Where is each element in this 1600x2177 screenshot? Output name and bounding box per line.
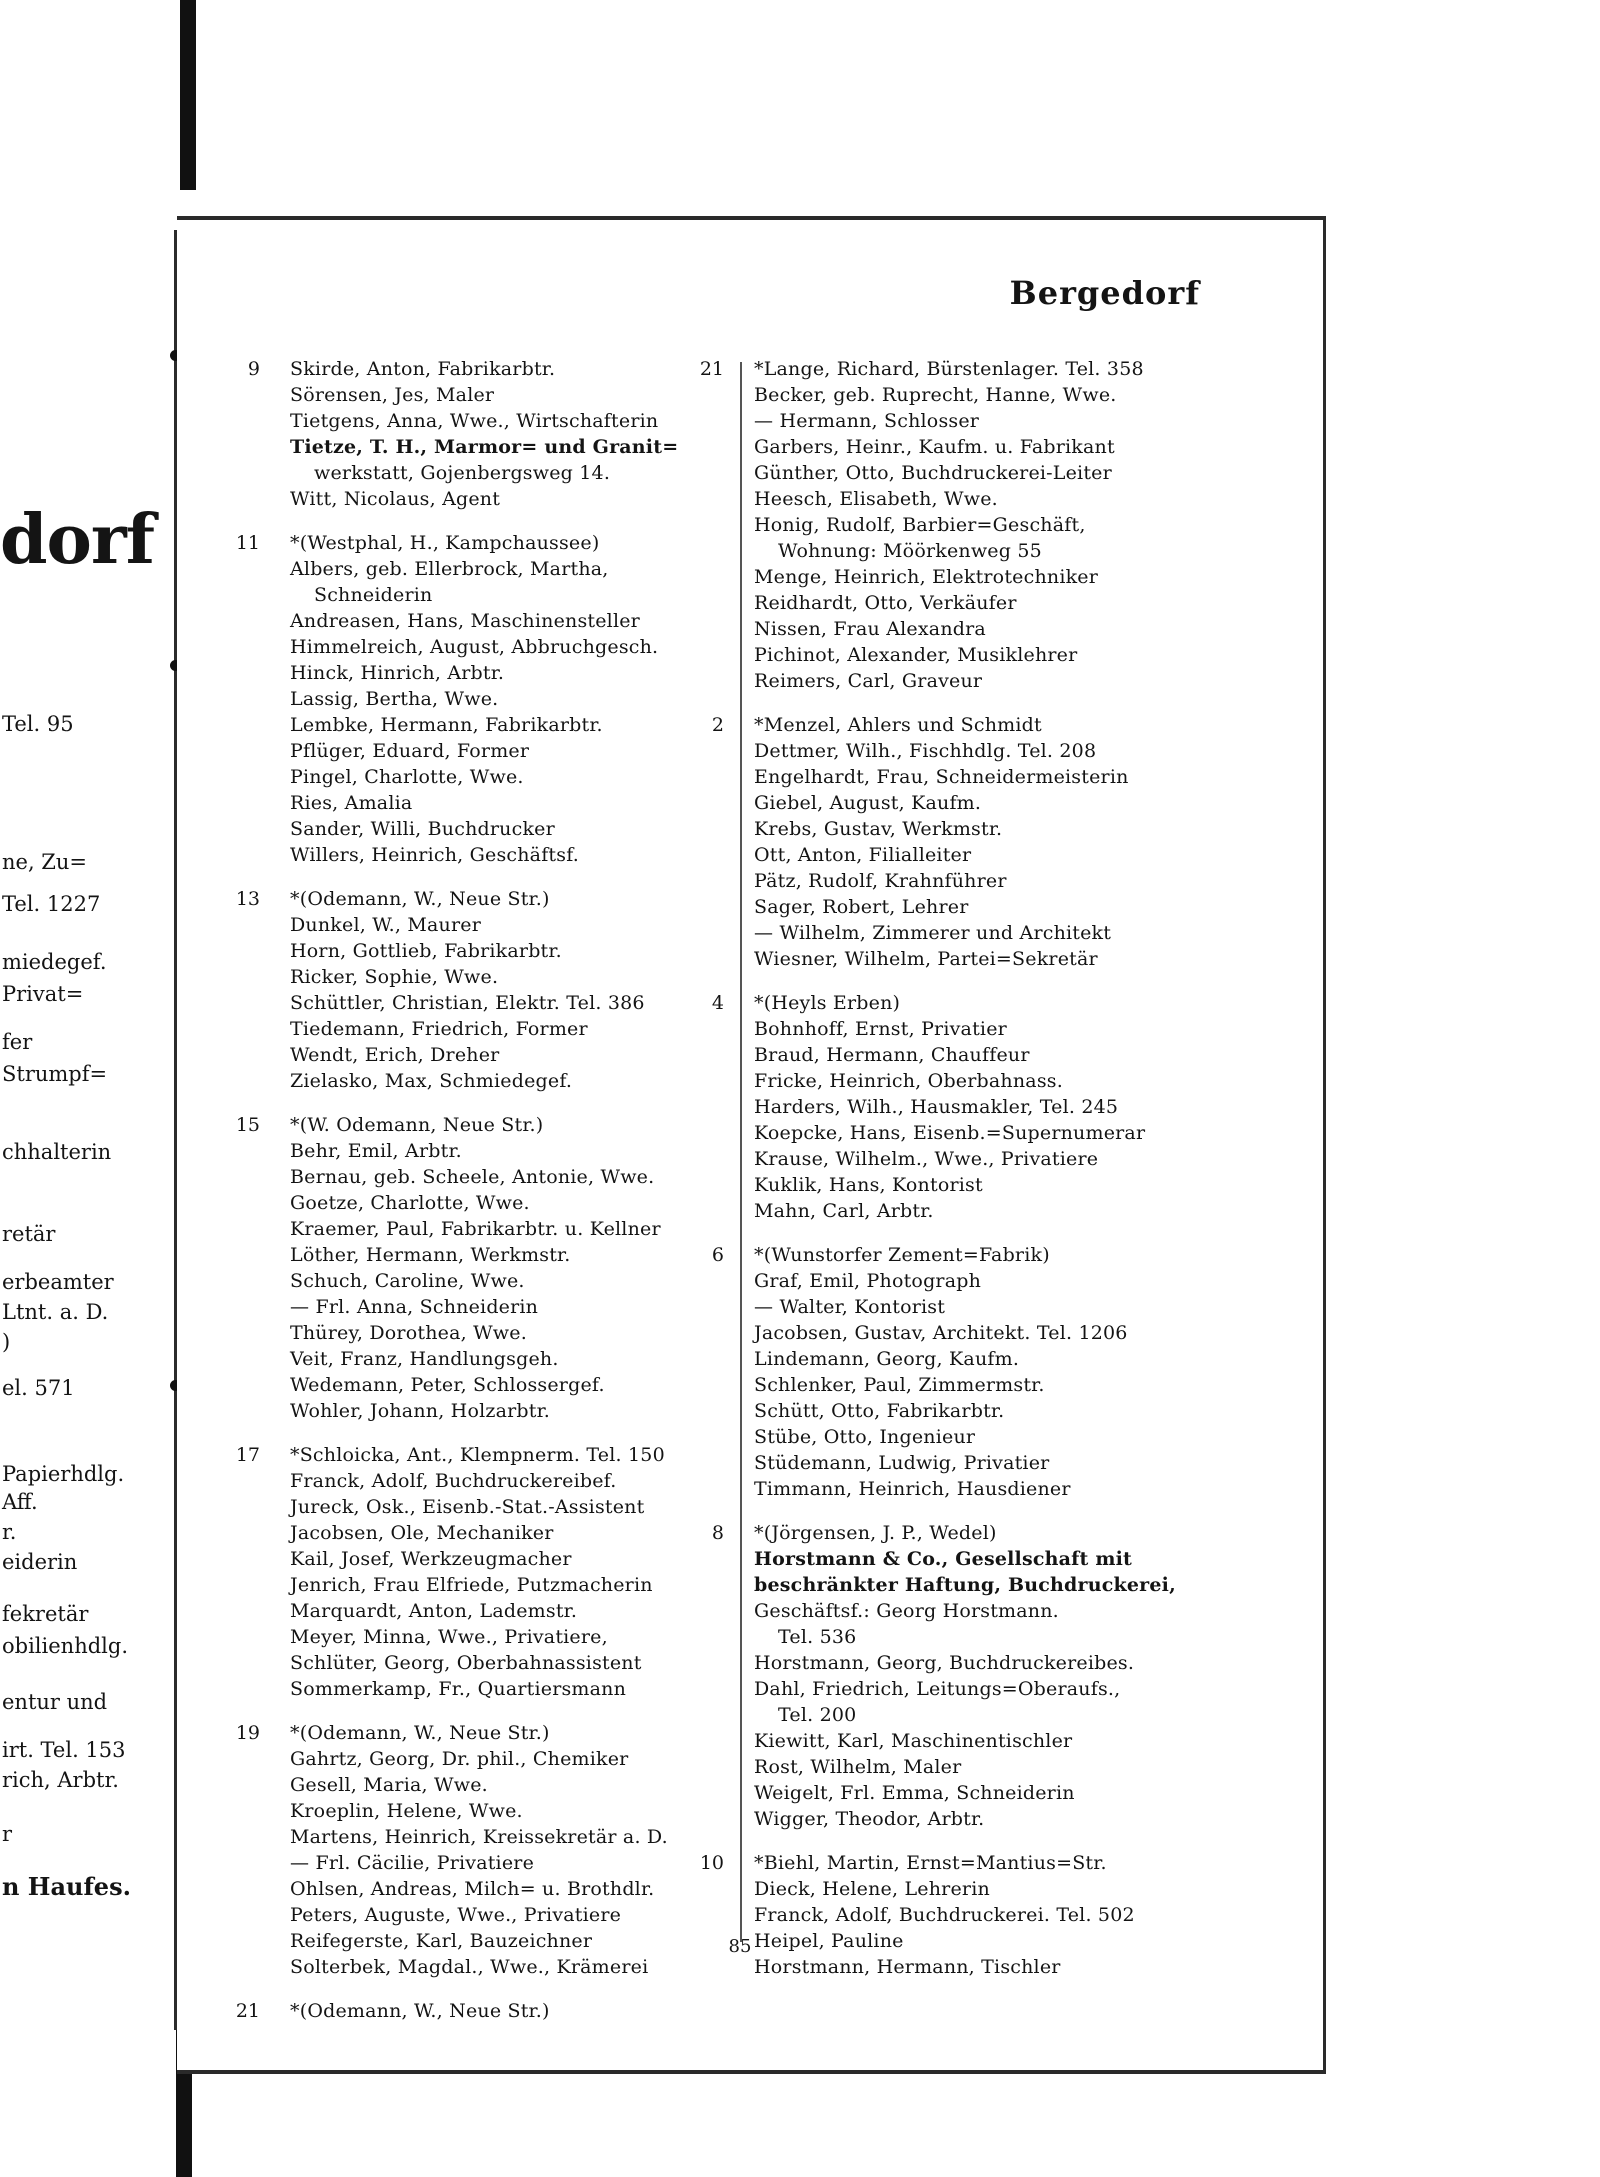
left-page-fragment: retär — [2, 1222, 56, 1246]
resident-entry: Engelhardt, Frau, Schneidermeisterin — [754, 766, 1129, 788]
left-column — [235, 356, 730, 2024]
resident-entry: Nissen, Frau Alexandra — [754, 618, 986, 640]
resident-entry: Wiesner, Wilhelm, Partei=Sekretär — [754, 948, 1098, 970]
resident-entry: Veit, Franz, Handlungsgeh. — [290, 1348, 559, 1370]
resident-entry: Meyer, Minna, Wwe., Privatiere, — [290, 1626, 608, 1648]
resident-entry: Jureck, Osk., Eisenb.-Stat.-Assistent — [290, 1496, 645, 1518]
left-page-fragment: entur und — [2, 1690, 108, 1714]
resident-entry: Franck, Adolf, Buchdruckerei. Tel. 502 — [754, 1904, 1135, 1926]
resident-entry: Ohlsen, Andreas, Milch= u. Brothdlr. — [290, 1878, 655, 1900]
house-block — [235, 1720, 730, 1980]
resident-entry: Ott, Anton, Filialleiter — [754, 844, 972, 866]
resident-entry: Tel. 200 — [778, 1704, 857, 1726]
left-page-fragment: obilienhdlg. — [2, 1634, 128, 1658]
resident-entry: Wohler, Johann, Holzarbtr. — [290, 1400, 551, 1422]
resident-entry: Dettmer, Wilh., Fischhdlg. Tel. 208 — [754, 740, 1097, 762]
resident-entry: Tietze, T. H., Marmor= und Granit= — [290, 436, 679, 458]
resident-entry: Wohnung: Möörkenweg 55 — [778, 540, 1042, 562]
resident-entry: — Hermann, Schlosser — [754, 410, 980, 432]
house-block — [711, 1520, 1214, 1832]
resident-entry: Kail, Josef, Werkzeugmacher — [290, 1548, 572, 1570]
page-title: Bergedorf — [1009, 274, 1200, 312]
resident-entry: Graf, Emil, Photograph — [754, 1270, 982, 1292]
left-page-fragment: irt. Tel. 153 — [2, 1738, 126, 1762]
resident-entry: Ricker, Sophie, Wwe. — [290, 966, 499, 988]
resident-entry: Solterbek, Magdal., Wwe., Krämerei — [290, 1956, 649, 1978]
resident-entry: Witt, Nicolaus, Agent — [290, 488, 501, 510]
left-page-fragment: eiderin — [2, 1550, 78, 1574]
resident-entry: werkstatt, Gojenbergsweg 14. — [314, 462, 611, 484]
resident-entry: Bohnhoff, Ernst, Privatier — [754, 1018, 1007, 1040]
house-number: 10 — [699, 1852, 724, 1874]
resident-entry: Willers, Heinrich, Geschäftsf. — [290, 844, 580, 866]
resident-entry: Pätz, Rudolf, Krahnführer — [754, 870, 1007, 892]
resident-entry: *(Westphal, H., Kampchaussee) — [290, 532, 600, 554]
left-page-fragment: chhalterin — [2, 1140, 112, 1164]
resident-entry: Wendt, Erich, Dreher — [290, 1044, 500, 1066]
resident-entry: Koepcke, Hans, Eisenb.=Supernumerar — [754, 1122, 1146, 1144]
house-number: 13 — [235, 888, 260, 910]
house-block — [711, 1242, 1214, 1502]
resident-entry: Andreasen, Hans, Maschinensteller — [290, 610, 640, 632]
left-page-fragment: Tel. 95 — [2, 712, 74, 736]
resident-entry: Marquardt, Anton, Lademstr. — [290, 1600, 578, 1622]
house-number: 2 — [711, 714, 724, 736]
house-block — [235, 1442, 730, 1702]
house-block — [711, 712, 1214, 972]
resident-entry: Horn, Gottlieb, Fabrikarbtr. — [290, 940, 562, 962]
resident-entry: Lassig, Bertha, Wwe. — [290, 688, 499, 710]
resident-entry: *Menzel, Ahlers und Schmidt — [754, 714, 1042, 736]
resident-entry: Wedemann, Peter, Schlossergef. — [290, 1374, 605, 1396]
house-block — [235, 1112, 730, 1424]
left-page-fragment: el. 571 — [2, 1376, 75, 1400]
house-number: 17 — [235, 1444, 260, 1466]
resident-entry: Geschäftsf.: Georg Horstmann. — [754, 1600, 1059, 1622]
house-block — [235, 886, 730, 1094]
left-page-fragment: miedegef. — [2, 950, 107, 974]
resident-entry: Horstmann & Co., Gesellschaft mit — [754, 1548, 1133, 1570]
resident-entry: — Wilhelm, Zimmerer und Architekt — [754, 922, 1112, 944]
resident-entry: Himmelreich, August, Abbruchgesch. — [290, 636, 659, 658]
page-number: 85 — [728, 1936, 752, 1957]
resident-entry: Krebs, Gustav, Werkmstr. — [754, 818, 1003, 840]
house-block — [235, 1998, 730, 2024]
resident-entry: — Frl. Anna, Schneiderin — [290, 1296, 539, 1318]
resident-entry: Horstmann, Georg, Buchdruckereibes. — [754, 1652, 1135, 1674]
resident-entry: Skirde, Anton, Fabrikarbtr. — [290, 358, 556, 380]
left-page-fragment: Ltnt. a. D. — [2, 1300, 109, 1324]
resident-entry: *(W. Odemann, Neue Str.) — [290, 1114, 544, 1136]
resident-entry: Kroeplin, Helene, Wwe. — [290, 1800, 523, 1822]
resident-entry: Peters, Auguste, Wwe., Privatiere — [290, 1904, 622, 1926]
house-block — [699, 356, 1214, 694]
resident-entry: Dunkel, W., Maurer — [290, 914, 481, 936]
resident-entry: — Walter, Kontorist — [754, 1296, 946, 1318]
left-page-fragment: Strumpf= — [2, 1062, 108, 1086]
resident-entry: Sörensen, Jes, Maler — [290, 384, 495, 406]
left-page-fragment: Privat= — [2, 982, 84, 1006]
house-block — [711, 990, 1214, 1224]
resident-entry: Hinck, Hinrich, Arbtr. — [290, 662, 505, 684]
resident-entry: Mahn, Carl, Arbtr. — [754, 1200, 934, 1222]
resident-entry: *(Heyls Erben) — [754, 992, 901, 1014]
resident-entry: Tietgens, Anna, Wwe., Wirtschafterin — [290, 410, 659, 432]
left-page — [0, 0, 178, 2177]
resident-entry: Weigelt, Frl. Emma, Schneiderin — [754, 1782, 1075, 1804]
resident-entry: Krause, Wilhelm., Wwe., Privatiere — [754, 1148, 1099, 1170]
resident-entry: Dahl, Friedrich, Leitungs=Oberaufs., — [754, 1678, 1121, 1700]
resident-entry: Pflüger, Eduard, Former — [290, 740, 530, 762]
house-block — [235, 530, 730, 868]
resident-entry: Martens, Heinrich, Kreissekretär a. D. — [290, 1826, 668, 1848]
resident-entry: Albers, geb. Ellerbrock, Martha, — [290, 558, 609, 580]
resident-entry: Becker, geb. Ruprecht, Hanne, Wwe. — [754, 384, 1117, 406]
resident-entry: Jenrich, Frau Elfriede, Putzmacherin — [290, 1574, 653, 1596]
resident-entry: Günther, Otto, Buchdruckerei-Leiter — [754, 462, 1112, 484]
resident-entry: Heipel, Pauline — [754, 1930, 904, 1952]
left-page-fragment: n Haufes. — [2, 1872, 131, 1901]
resident-entry: Schüttler, Christian, Elektr. Tel. 386 — [290, 992, 645, 1014]
left-page-fragment: fer — [2, 1030, 33, 1054]
resident-entry: Schütt, Otto, Fabrikarbtr. — [754, 1400, 1005, 1422]
resident-entry: Lembke, Hermann, Fabrikarbtr. — [290, 714, 603, 736]
resident-entry: Tiedemann, Friedrich, Former — [290, 1018, 588, 1040]
resident-entry: Reidhardt, Otto, Verkäufer — [754, 592, 1017, 614]
house-number: 19 — [235, 1722, 260, 1744]
resident-entry: Rost, Wilhelm, Maler — [754, 1756, 962, 1778]
resident-entry: Timmann, Heinrich, Hausdiener — [754, 1478, 1071, 1500]
left-page-fragment: r — [2, 1822, 13, 1846]
left-page-fragment: Tel. 1227 — [2, 892, 101, 916]
resident-entry: *(Jörgensen, J. P., Wedel) — [754, 1522, 997, 1544]
resident-entry: Bernau, geb. Scheele, Antonie, Wwe. — [290, 1166, 655, 1188]
resident-entry: Reimers, Carl, Graveur — [754, 670, 983, 692]
bookmark-ribbon-top — [180, 0, 196, 190]
resident-entry: Zielasko, Max, Schmiedegef. — [290, 1070, 573, 1092]
resident-entry: Dieck, Helene, Lehrerin — [754, 1878, 990, 1900]
resident-entry: Garbers, Heinr., Kaufm. u. Fabrikant — [754, 436, 1115, 458]
left-page-fragment: ) — [2, 1330, 11, 1354]
resident-entry: Jacobsen, Gustav, Architekt. Tel. 1206 — [754, 1322, 1128, 1344]
resident-entry: Menge, Heinrich, Elektrotechniker — [754, 566, 1099, 588]
house-number: 21 — [235, 2000, 260, 2022]
resident-entry: Pingel, Charlotte, Wwe. — [290, 766, 524, 788]
left-page-fragment: Papierhdlg. — [2, 1462, 125, 1486]
resident-entry: Giebel, August, Kaufm. — [754, 792, 982, 814]
resident-entry: Sander, Willi, Buchdrucker — [290, 818, 555, 840]
resident-entry: Braud, Hermann, Chauffeur — [754, 1044, 1030, 1066]
left-page-fragment: Aff. — [2, 1490, 38, 1514]
resident-entry: Löther, Hermann, Werkmstr. — [290, 1244, 571, 1266]
resident-entry: Ries, Amalia — [290, 792, 413, 814]
resident-entry: — Frl. Cäcilie, Privatiere — [290, 1852, 535, 1874]
resident-entry: Gahrtz, Georg, Dr. phil., Chemiker — [290, 1748, 629, 1770]
left-page-fragment: rich, Arbtr. — [2, 1768, 119, 1792]
house-number: 9 — [247, 358, 260, 380]
resident-entry: *(Wunstorfer Zement=Fabrik) — [754, 1244, 1050, 1266]
resident-entry: Kiewitt, Karl, Maschinentischler — [754, 1730, 1073, 1752]
house-number: 15 — [235, 1114, 260, 1136]
resident-entry: *Schloicka, Ant., Klempnerm. Tel. 150 — [290, 1444, 665, 1466]
house-number: 4 — [711, 992, 724, 1014]
house-number: 6 — [711, 1244, 724, 1266]
resident-entry: Schuch, Caroline, Wwe. — [290, 1270, 525, 1292]
resident-entry: Heesch, Elisabeth, Wwe. — [754, 488, 998, 510]
resident-entry: Schlenker, Paul, Zimmermstr. — [754, 1374, 1045, 1396]
left-page-fragment: erbeamter — [2, 1270, 114, 1294]
resident-entry: *(Odemann, W., Neue Str.) — [290, 2000, 550, 2022]
resident-entry: *Lange, Richard, Bürstenlager. Tel. 358 — [754, 358, 1144, 380]
resident-entry: Reifegerste, Karl, Bauzeichner — [290, 1930, 593, 1952]
resident-entry: Behr, Emil, Arbtr. — [290, 1140, 462, 1162]
left-page-fragment: r. — [2, 1520, 17, 1544]
house-number: 8 — [711, 1522, 724, 1544]
left-page-fragment: dorf — [0, 500, 154, 580]
resident-entry: Pichinot, Alexander, Musiklehrer — [754, 644, 1078, 666]
house-number: 11 — [235, 532, 260, 554]
resident-entry: Thürey, Dorothea, Wwe. — [290, 1322, 527, 1344]
resident-entry: Schneiderin — [314, 584, 433, 606]
resident-entry: Jacobsen, Ole, Mechaniker — [290, 1522, 554, 1544]
house-number: 21 — [699, 358, 724, 380]
resident-entry: Kuklik, Hans, Kontorist — [754, 1174, 983, 1196]
resident-entry: Lindemann, Georg, Kaufm. — [754, 1348, 1020, 1370]
resident-entry: beschränkter Haftung, Buchdruckerei, — [754, 1574, 1176, 1596]
resident-entry: *Biehl, Martin, Ernst=Mantius=Str. — [754, 1852, 1107, 1874]
resident-entry: Stüdemann, Ludwig, Privatier — [754, 1452, 1050, 1474]
resident-entry: Stübe, Otto, Ingenieur — [754, 1426, 976, 1448]
resident-entry: Tel. 536 — [778, 1626, 857, 1648]
resident-entry: Horstmann, Hermann, Tischler — [754, 1956, 1061, 1978]
resident-entry: Fricke, Heinrich, Oberbahnass. — [754, 1070, 1063, 1092]
resident-entry: Harders, Wilh., Hausmakler, Tel. 245 — [754, 1096, 1119, 1118]
resident-entry: *(Odemann, W., Neue Str.) — [290, 1722, 550, 1744]
column-divider — [740, 362, 742, 1942]
resident-entry: *(Odemann, W., Neue Str.) — [290, 888, 550, 910]
resident-entry: Franck, Adolf, Buchdruckereibef. — [290, 1470, 617, 1492]
resident-entry: Kraemer, Paul, Fabrikarbtr. u. Kellner — [290, 1218, 661, 1240]
resident-entry: Schlüter, Georg, Oberbahnassistent — [290, 1652, 642, 1674]
left-page-fragment: fekretär — [2, 1602, 89, 1626]
resident-entry: Honig, Rudolf, Barbier=Geschäft, — [754, 514, 1086, 536]
resident-entry: Sommerkamp, Fr., Quartiersmann — [290, 1678, 627, 1700]
resident-entry: Wigger, Theodor, Arbtr. — [754, 1808, 985, 1830]
resident-entry: Goetze, Charlotte, Wwe. — [290, 1192, 530, 1214]
left-page-fragment: ne, Zu= — [2, 850, 88, 874]
resident-entry: Gesell, Maria, Wwe. — [290, 1774, 488, 1796]
resident-entry: Sager, Robert, Lehrer — [754, 896, 969, 918]
house-block — [247, 356, 730, 512]
